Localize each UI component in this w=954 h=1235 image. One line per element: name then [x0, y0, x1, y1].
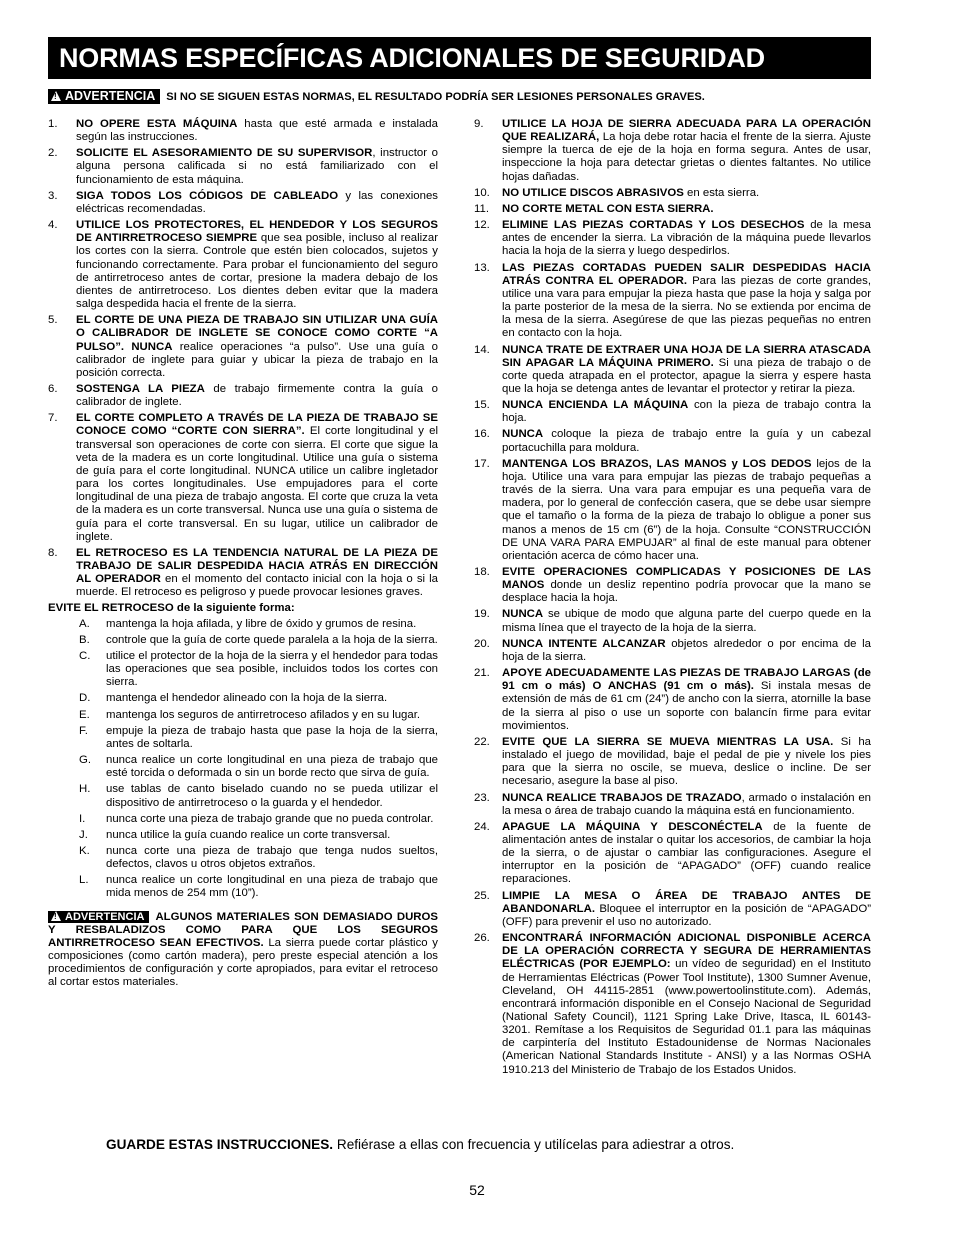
item-number: 6.: [48, 382, 58, 395]
item-number: 23.: [474, 791, 490, 804]
item-text: que sea posible, incluso al realizar los cortes con la sierra. Controle que estén bien colocados, sujetos y funcionando correctamente. Para probar el funcionamiento del seguro de antirretroceso antes de cortar, presione la madera debajo de los dientes de antirretroceso. Los dientes deben evitar que la madera salga despedida hacia el frente de la sierra.: [76, 232, 438, 311]
footer-lead: GUARDE ESTAS INSTRUCCIONES.: [106, 1137, 334, 1152]
item-number: D.: [79, 692, 91, 705]
item-text: de la fuente de alimentación antes de instalar o quitar los accesorios, de cambiar la hoja de la sierra, o de ajustar o cambiar las configuraciones. Asegure el interruptor en la posición de “APAGADO” (OFF) cuando realice reparaciones.: [502, 820, 871, 886]
item-lead: ENCONTRARÁ INFORMACIÓN ADICIONAL DISPONIBLE ACERCA DE LA OPERACIÓN CORRECTA Y SEGURA DE HERRAMIENTAS ELÉCTRICAS (POR EJEMPLO:: [502, 932, 871, 971]
item-number: 22.: [474, 735, 490, 748]
rule-item: [474, 399, 871, 425]
item-lead: NUNCA TRATE DE EXTRAER UNA HOJA DE LA SIERRA ATASCADA SIN APAGAR LA MÁQUINA PRIMERO.: [502, 343, 871, 369]
item-lead: NO OPERE ESTA MÁQUINA: [76, 118, 238, 130]
item-lead: NUNCA: [502, 608, 544, 621]
item-text: La hoja debe rotar hacia el frente de la sierra. Ajuste siempre la tuerca de eje de la hoja en forma segura. Antes de usar, inspeccione la hoja para detectar grietas o dientes faltantes. No utilice hojas dañadas.: [502, 131, 871, 183]
item-number: 15.: [474, 399, 490, 412]
item-number: 26.: [474, 932, 490, 945]
kickback-item: [48, 874, 438, 900]
kickback-item: [48, 845, 438, 871]
item-text: , armado o instalación en la mesa o área de trabajo cuando la máquina está en funcionamiento.: [502, 791, 871, 817]
item-text: Bloquee el interruptor en la posición de “APAGADO” (OFF) para prevenir el uso no autorizado.: [502, 902, 871, 928]
item-lead: NUNCA: [502, 428, 544, 441]
rule-item: [48, 147, 438, 186]
item-text: se ubique de modo que alguna parte del cuerpo quede en la misma línea que el trayecto de la hoja de la sierra.: [502, 608, 871, 634]
item-text: use tablas de canto biselado cuando no se pueda utilizar el dispositivo de antirretroceso o la guarda y el hendedor.: [106, 783, 438, 809]
rule-item: [474, 428, 871, 454]
item-number: 21.: [474, 667, 490, 680]
item-number: 10.: [474, 186, 490, 199]
item-lead: APOYE ADECUADAMENTE LAS PIEZAS DE TRABAJO LARGAS (de 91 cm o más) O ANCHAS (91 cm o más).: [502, 667, 871, 693]
item-text: Si una pieza de trabajo o de corte queda atrapada en el protector, apague la sierra y espere hasta que la hoja se detenga antes de levantar el protector y retirar la pieza.: [502, 356, 871, 395]
item-lead: NO UTILICE DISCOS ABRASIVOS: [502, 186, 684, 199]
item-number: 24.: [474, 820, 490, 833]
rule-item: [474, 458, 871, 563]
rule-item: [48, 118, 438, 144]
item-lead: EL CORTE DE UNA PIEZA DE TRABAJO SIN UTILIZAR UNA GUÍA O CALIBRADOR DE INGLETE SE CONOCE COMO CORTE “A PULSO”. NUNCA: [76, 314, 438, 353]
item-text: de trabajo firmemente contra la guía o calibrador de inglete.: [76, 382, 438, 409]
item-number: C.: [79, 649, 91, 662]
item-number: 17.: [474, 457, 490, 470]
warning-triangle-icon: [51, 91, 61, 101]
item-lead: NO CORTE METAL CON ESTA SIERRA.: [502, 202, 714, 215]
kickback-item: [48, 692, 438, 705]
kickback-item: [48, 813, 438, 826]
item-lead: NUNCA REALICE TRABAJOS DE TRAZADO: [502, 791, 742, 804]
item-number: 4.: [48, 219, 58, 232]
item-lead: LAS PIEZAS CORTADAS PUEDEN SALIR DESPEDIDAS HACIA ATRÁS CONTRA EL OPERADOR.: [502, 261, 871, 287]
item-text: El corte longitudinal y el transversal son operaciones de corte con sierra. El corte que sigue la veta de la madera es un corte longitudinal. Utilice una guía o sistema de guía para el corte longitudinal. NUNCA utilice un calibre ingletador para los cortes longitudinales. Use empujadores para el corte longitudinal de una pieza de trabajo angosta. El corte que cruza la veta de la madera es un corte transversal. Nunca use una guía o sistema de guía para el corte transversal. En su lugar, utilice un calibrador de inglete.: [76, 425, 438, 543]
item-text: mantenga la hoja afilada, y libre de óxido y grumos de resina.: [106, 617, 417, 630]
rule-item: [48, 314, 438, 380]
item-text: realice operaciones “a pulso”. Use una guía o calibrador de inglete para guiar y ubicar la pieza de trabajo en la posición correcta.: [76, 340, 438, 379]
item-number: 9.: [474, 118, 484, 130]
item-lead: UTILICE LOS PROTECTORES, EL HENDEDOR Y LOS SEGUROS DE ANTIRRETROCESO SIEMPRE: [76, 219, 438, 245]
item-text: nunca corte una pieza de trabajo grande que no pueda controlar.: [106, 812, 434, 825]
item-number: 25.: [474, 889, 490, 902]
kickback-item: [48, 618, 438, 631]
rule-item: [474, 262, 871, 341]
item-text: de la mesa antes de encender la sierra. La vibración de la máquina puede llevarlos hacia la hoja de la sierra y luego despedirlos.: [502, 219, 871, 258]
rule-item: [474, 219, 871, 258]
footer-text: Refiérase a ellas con frecuencia y utilícelas para adiestrar a otros.: [333, 1137, 735, 1152]
item-number: F.: [79, 724, 88, 737]
warning2-badge-label: ADVERTENCIA: [65, 910, 145, 923]
rule-item: [474, 187, 871, 200]
item-text: y las conexiones eléctricas recomendadas.: [76, 189, 438, 215]
item-lead: EVITE QUE LA SIERRA SE MUEVA MIENTRAS LA USA.: [502, 735, 834, 748]
kickback-item: [48, 829, 438, 842]
rule-item: [48, 383, 438, 409]
item-text: coloque la pieza de trabajo entre la guía y un cabezal portacuchilla para moldura.: [502, 428, 871, 454]
item-text: mantenga los seguros de antirretroceso afilados y en su lugar.: [106, 708, 421, 721]
item-text: , instructor o alguna persona calificada si no está familiarizado con el funcionamiento de esta máquina.: [76, 147, 438, 186]
footer-note: [106, 1137, 734, 1152]
item-text: Para las piezas de corte grandes, utilice una vara para empujar la pieza hasta que pase la hoja y salga por la parte posterior de la mesa de la sierra. No se extienda por encima de la mesa de la sierra. Asegúrese de que las piezas pequeñas no entren en contacto con la hoja.: [502, 274, 872, 340]
warning-text: SI NO SE SIGUEN ESTAS NORMAS, EL RESULTADO PODRÍA SER LESIONES PERSONALES GRAVES.: [166, 91, 705, 103]
item-number: 12.: [474, 219, 490, 232]
item-lead: EVITE OPERACIONES COMPLICADAS Y POSICIONES DE LAS MANOS: [502, 566, 871, 592]
page-title: NORMAS ESPECÍFICAS ADICIONALES DE SEGURIDAD: [59, 43, 765, 73]
item-number: E.: [79, 708, 90, 721]
warning-badge-label: ADVERTENCIA: [65, 89, 156, 103]
rule-item: [474, 566, 871, 605]
rule-item: [474, 638, 871, 664]
item-number: I.: [79, 812, 86, 825]
rule-item: [474, 344, 871, 397]
item-text: Si ha instalado el juego de movilidad, baje el pedal de pie y nivele los pies para que la sierra no oscile, se mueva, deslice o incline. De ser necesario, asegure la base al piso.: [502, 735, 871, 788]
kickback-list: [48, 618, 438, 901]
item-number: 11.: [474, 202, 489, 215]
item-text: en el momento del contacto inicial con la hoja o si la muerde. El retroceso es peligroso y puede provocar lesiones graves.: [76, 573, 439, 599]
item-number: B.: [79, 633, 90, 646]
kickback-item: [48, 725, 438, 751]
item-number: 14.: [474, 343, 490, 356]
rule-item: [474, 608, 871, 634]
rule-item: [474, 736, 871, 789]
kickback-heading: EVITE EL RETROCESO de la siguiente forma:: [48, 602, 295, 615]
warning2-paragraph: [48, 911, 438, 990]
title-bar: [48, 37, 871, 79]
item-lead: LIMPIE LA MESA O ÁREA DE TRABAJO ANTES DE ABANDONARLA.: [502, 889, 871, 915]
item-number: K.: [79, 844, 90, 857]
rule-item: [474, 667, 871, 733]
warning-line: [48, 89, 888, 105]
rule-item: [474, 118, 871, 184]
item-text: mantenga el hendedor alineado con la hoja de la sierra.: [106, 692, 388, 705]
warning2-badge: [48, 911, 149, 923]
kickback-item: [48, 783, 438, 809]
item-text: en esta sierra.: [683, 186, 760, 199]
rule-item: [48, 412, 438, 544]
item-text: un vídeo de seguridad) en el Instituto de Herramientas Eléctricas (Power Tool Institute), 1300 Sumner Avenue, Cleveland, OH 44115-2851 (www.powertoolinstitute.com). Además, encontrará información disponible en el Consejo Nacional de Seguridad (National Safety Council), 1121 Spring Lake Drive, Itasca, IL 60143-3201. Remítase a los Requisitos de Seguridad 01.1 para las máquinas de carpintería del Instituto Estadounidense de Normas Nacionales (American National Standards Institute - ANSI) y a las Normas OSHA 1910.213 del Ministerio de Trabajo de los Estados Unidos.: [502, 958, 871, 1076]
item-number: 7.: [48, 412, 58, 425]
item-text: donde un desliz repentino podría provocar que la mano se desplace hacia la hoja.: [502, 579, 871, 605]
rule-item: [474, 792, 871, 818]
item-number: G.: [79, 754, 92, 767]
item-lead: MANTENGA LOS BRAZOS, LAS MANOS y LOS DEDOS: [502, 457, 812, 470]
item-text: controle que la guía de corte quede paralela a la hoja de la sierra.: [106, 633, 438, 646]
rule-item: [474, 932, 871, 1077]
item-number: 20.: [474, 637, 490, 650]
right-column: [474, 118, 871, 1080]
item-number: 5.: [48, 314, 58, 327]
item-text: con la pieza de trabajo contra la hoja.: [502, 399, 871, 425]
item-text: nunca corte una pieza de trabajo que tenga nudos sueltos, defectos, clavos u otros objetos extraños.: [106, 844, 438, 871]
item-text: hasta que esté armada e instalada según las instrucciones.: [76, 118, 438, 144]
item-lead: EL CORTE COMPLETO A TRAVÉS DE LA PIEZA DE TRABAJO SE CONOCE COMO “CORTE CON SIERRA”.: [76, 412, 438, 438]
item-number: 3.: [48, 189, 58, 202]
item-number: H.: [79, 783, 91, 796]
item-number: 13.: [474, 261, 490, 274]
item-lead: APAGUE LA MÁQUINA Y DESCONÉCTELA: [502, 820, 763, 833]
kickback-item: [48, 634, 438, 647]
warning-triangle-icon: [51, 911, 61, 921]
kickback-item: [48, 754, 438, 780]
rule-item: [474, 203, 871, 216]
rule-item: [48, 219, 438, 311]
item-number: 1.: [48, 118, 58, 130]
rule-item: [474, 890, 871, 929]
item-lead: NUNCA INTENTE ALCANZAR: [502, 637, 666, 650]
item-number: 16.: [474, 428, 490, 441]
item-number: 2.: [48, 147, 58, 160]
item-text: nunca utilice la guía cuando realice un corte transversal.: [106, 828, 391, 841]
item-number: 19.: [474, 608, 490, 621]
warning2-text: La sierra puede cortar plástico y composiciones (como cartón madera), pero preste especial atención a los procedimientos de configuración y corte apropiados, para evitar el retroceso al cortar estos materiales.: [48, 936, 438, 989]
warning-badge: [48, 89, 160, 104]
rule-item: [48, 547, 438, 600]
item-lead: UTILICE LA HOJA DE SIERRA ADECUADA PARA LA OPERACIÓN QUE REALIZARÁ,: [502, 118, 871, 144]
item-number: A.: [79, 617, 90, 630]
item-text: utilice el protector de la hoja de la sierra y el hendedor para todas las operaciones que sea posible, incluidos todos los cortes con sierra.: [106, 649, 438, 689]
item-text: objetos alrededor o por encima de la hoja de la sierra.: [502, 637, 871, 663]
item-text: nunca realice un corte longitudinal en una pieza de trabajo que esté torcida o deformada o sin un borde recto que sirva de guía.: [106, 754, 438, 780]
item-text: lejos de la hoja. Utilice una vara para empujar las piezas de trabajo pequeñas a través de la sierra. Una vara para empujar es una pequeña vara de madera, por lo general de confección casera, que se debe usar siempre que el tamaño o la forma de la pieza de trabajo lo obligue a poner sus manos a menos de 15 cm (6”) de la hoja. Consulte “CONSTRUCCIÓN DE UNA VARA PARA EMPUJAR” al final de este manual para obtener orientación acerca de cómo hacer una.: [502, 457, 871, 562]
item-lead: SOLICITE EL ASESORAMIENTO DE SU SUPERVISOR: [76, 147, 373, 160]
item-text: nunca realice un corte longitudinal en una pieza de trabajo que mida menos de 254 mm (10”).: [106, 874, 438, 900]
warning2-lead: ALGUNOS MATERIALES SON DEMASIADO DUROS Y RESBALADIZOS COMO PARA QUE LOS SEGUROS ANTIRRETROCESO SEAN EFECTIVOS.: [48, 910, 438, 949]
item-number: L.: [79, 874, 89, 887]
item-text: Si instala mesas de extensión de más de 61 cm (24”) de ancho con la sierra, atornille la base de la sierra al piso o use un soporte con balancín firme para evitar movimientos.: [502, 680, 872, 732]
item-lead: SOSTENGA LA PIEZA: [76, 382, 205, 395]
left-column: [48, 118, 438, 990]
item-lead: SIGA TODOS LOS CÓDIGOS DE CABLEADO: [76, 189, 339, 202]
item-lead: EL RETROCESO ES LA TENDENCIA NATURAL DE LA PIEZA DE TRABAJO DE SALIR DESPEDIDA HACIA ATRÁS EN DIRECCIÓN AL OPERADOR: [76, 546, 438, 586]
page-number: 52: [469, 1182, 485, 1198]
kickback-item: [48, 709, 438, 722]
right-rule-list: [474, 118, 871, 1077]
item-number: J.: [79, 828, 88, 841]
item-lead: ELIMINE LAS PIEZAS CORTADAS Y LOS DESECHOS: [502, 219, 805, 232]
rule-item: [474, 821, 871, 887]
item-text: empuje la pieza de trabajo hasta que pase la hoja de la sierra, antes de soltarla.: [106, 724, 438, 750]
item-lead: NUNCA ENCIENDA LA MÁQUINA: [502, 399, 689, 412]
kickback-item: [48, 650, 438, 689]
item-number: 8.: [48, 546, 58, 559]
item-number: 18.: [474, 566, 490, 578]
left-rule-list: [48, 118, 438, 599]
rule-item: [48, 190, 438, 216]
